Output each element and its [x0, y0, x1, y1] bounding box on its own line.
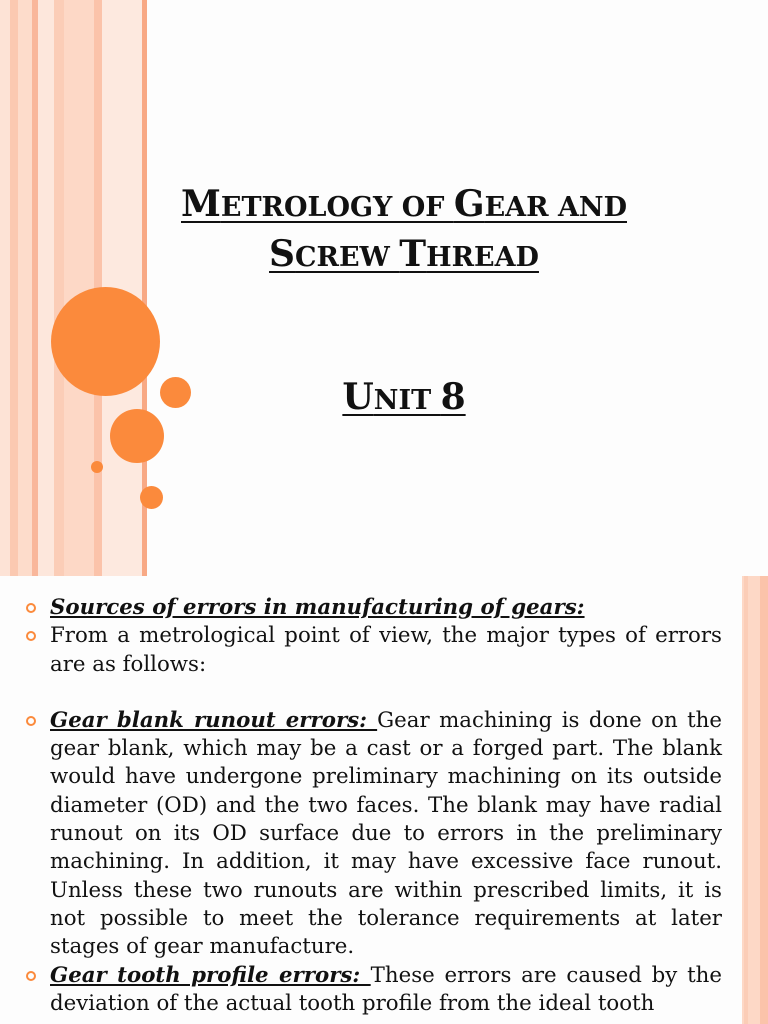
bullet-item: [26, 622, 722, 679]
bullet-text: From a metrological point of view, the major types of errors are as follows:: [50, 623, 722, 677]
content-slide: [0, 576, 768, 1024]
slide-title: [0, 181, 768, 281]
title-line-1: [181, 181, 627, 231]
decor-stripe: [760, 576, 768, 1024]
bullet-text: These errors are caused by the deviation of the actual tooth profile from the ideal tooth: [50, 962, 722, 1016]
title-run: M: [181, 183, 221, 225]
title-run: ETROLOGY OF: [220, 192, 454, 223]
decor-stripe: [54, 0, 64, 576]
decor-circle-tiny: [91, 461, 103, 473]
decor-stripe: [744, 576, 748, 1024]
title-run: CREW: [295, 242, 400, 273]
decor-stripe: [38, 0, 54, 576]
title-run: S: [269, 233, 296, 275]
bullet-icon: [26, 716, 36, 726]
bullet-item: [26, 594, 722, 622]
title-run: 8: [440, 376, 466, 418]
decor-circle: [140, 486, 163, 509]
bullet-heading: Gear blank runout errors:: [50, 707, 378, 733]
title-line-2: [269, 231, 539, 281]
bullet-text: Gear machining is done on the gear blank, which may be a cast or a forged part. The blank would have undergone preliminary machining on its outside diameter (OD) and the two faces. The blank may have radial runout on its OD surface due to errors in the preliminary machining. In addition, it may have excessive face runout. Unless these two runouts are within prescribed limits, it is not possible to meet the tolerance requirements at later stages of gear manufacture.: [50, 707, 722, 960]
title-run: U: [342, 376, 374, 418]
decor-stripe: [0, 0, 10, 576]
bullet-list: [26, 594, 722, 1018]
unit-label: [0, 376, 768, 418]
decor-stripe: [10, 0, 18, 576]
bullet-item: [26, 707, 722, 962]
title-run: HREAD: [426, 242, 539, 273]
bullet-icon: [26, 631, 36, 641]
bullet-icon: [26, 971, 36, 981]
title-run: NIT: [373, 385, 441, 416]
title-run: G: [453, 183, 485, 225]
bullet-heading: Gear tooth profile errors:: [50, 962, 371, 988]
decor-stripe: [64, 0, 94, 576]
unit-text: [342, 376, 465, 418]
title-run: T: [399, 233, 427, 275]
decor-stripe: [18, 0, 32, 576]
title-run: EAR AND: [484, 192, 627, 223]
bullet-icon: [26, 603, 36, 613]
bullet-heading: Sources of errors in manufacturing of gears:: [50, 595, 585, 620]
bullet-item: [26, 962, 722, 1019]
